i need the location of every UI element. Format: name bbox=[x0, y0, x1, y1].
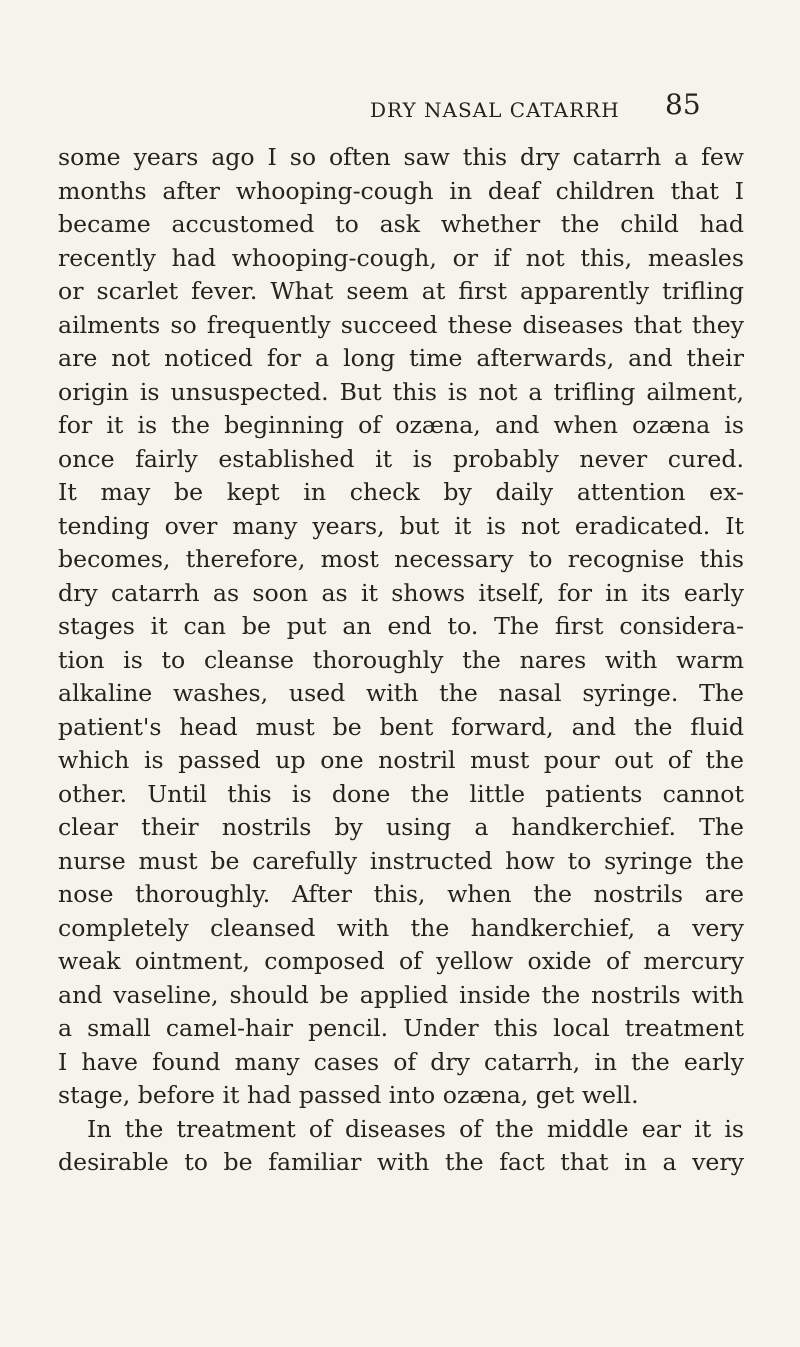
text-line: a small camel-hair pencil. Under this local treatment bbox=[58, 1014, 744, 1042]
body-text bbox=[58, 141, 744, 1180]
text-line: once fairly established it is probably never cured. bbox=[58, 444, 744, 473]
text-line: nurse must be carefully instructed how to syringe the bbox=[58, 846, 744, 875]
text-line: It may be kept in check by daily attention ex- bbox=[58, 478, 744, 506]
text-line: are not noticed for a long time afterwards, and their bbox=[58, 344, 744, 372]
text-line: and vaseline, should be applied inside the nostrils with bbox=[58, 980, 744, 1009]
text-line: In the treatment of diseases of the middle ear it is bbox=[87, 1114, 744, 1143]
text-line: or scarlet fever. What seem at first apparently trifling bbox=[58, 277, 744, 305]
text-line: completely cleansed with the handkerchief, a very bbox=[58, 913, 744, 942]
text-line: alkaline washes, used with the nasal syringe. The bbox=[58, 679, 744, 707]
text-line: some years ago I so often saw this dry catarrh a few bbox=[58, 143, 744, 171]
text-line: clear their nostrils by using a handkerchief. The bbox=[58, 813, 744, 841]
text-line: stage, before it had passed into ozæna, get well. bbox=[58, 1081, 639, 1109]
text-line: origin is unsuspected. But this is not a trifling ailment, bbox=[58, 377, 744, 406]
page-number: 85 bbox=[665, 88, 701, 121]
text-line: became accustomed to ask whether the child had bbox=[58, 210, 744, 238]
running-head: DRY NASAL CATARRH bbox=[370, 98, 620, 122]
text-line: other. Until this is done the little patients cannot bbox=[58, 779, 744, 808]
text-line: recently had whooping-cough, or if not this, measles bbox=[58, 243, 744, 272]
text-line: nose thoroughly. After this, when the nostrils are bbox=[58, 880, 744, 908]
text-line: tending over many years, but it is not eradicated. It bbox=[58, 511, 744, 540]
text-line: which is passed up one nostril must pour out of the bbox=[58, 746, 744, 774]
text-line: desirable to be familiar with the fact that in a very bbox=[58, 1148, 744, 1176]
text-line: tion is to cleanse thoroughly the nares with warm bbox=[58, 645, 744, 674]
text-line: weak ointment, composed of yellow oxide of mercury bbox=[58, 947, 744, 975]
text-line: months after whooping-cough in deaf children that I bbox=[58, 176, 744, 205]
text-line: ailments so frequently succeed these diseases that they bbox=[58, 310, 744, 339]
text-line: stages it can be put an end to. The first considera- bbox=[58, 612, 744, 640]
text-line: becomes, therefore, most necessary to recognise this bbox=[58, 545, 744, 573]
text-line: patient's head must be bent forward, and the fluid bbox=[58, 712, 744, 741]
text-line: I have found many cases of dry catarrh, in the early bbox=[58, 1047, 744, 1076]
text-line: dry catarrh as soon as it shows itself, for in its early bbox=[58, 578, 744, 607]
text-line: for it is the beginning of ozæna, and when ozæna is bbox=[58, 411, 744, 439]
